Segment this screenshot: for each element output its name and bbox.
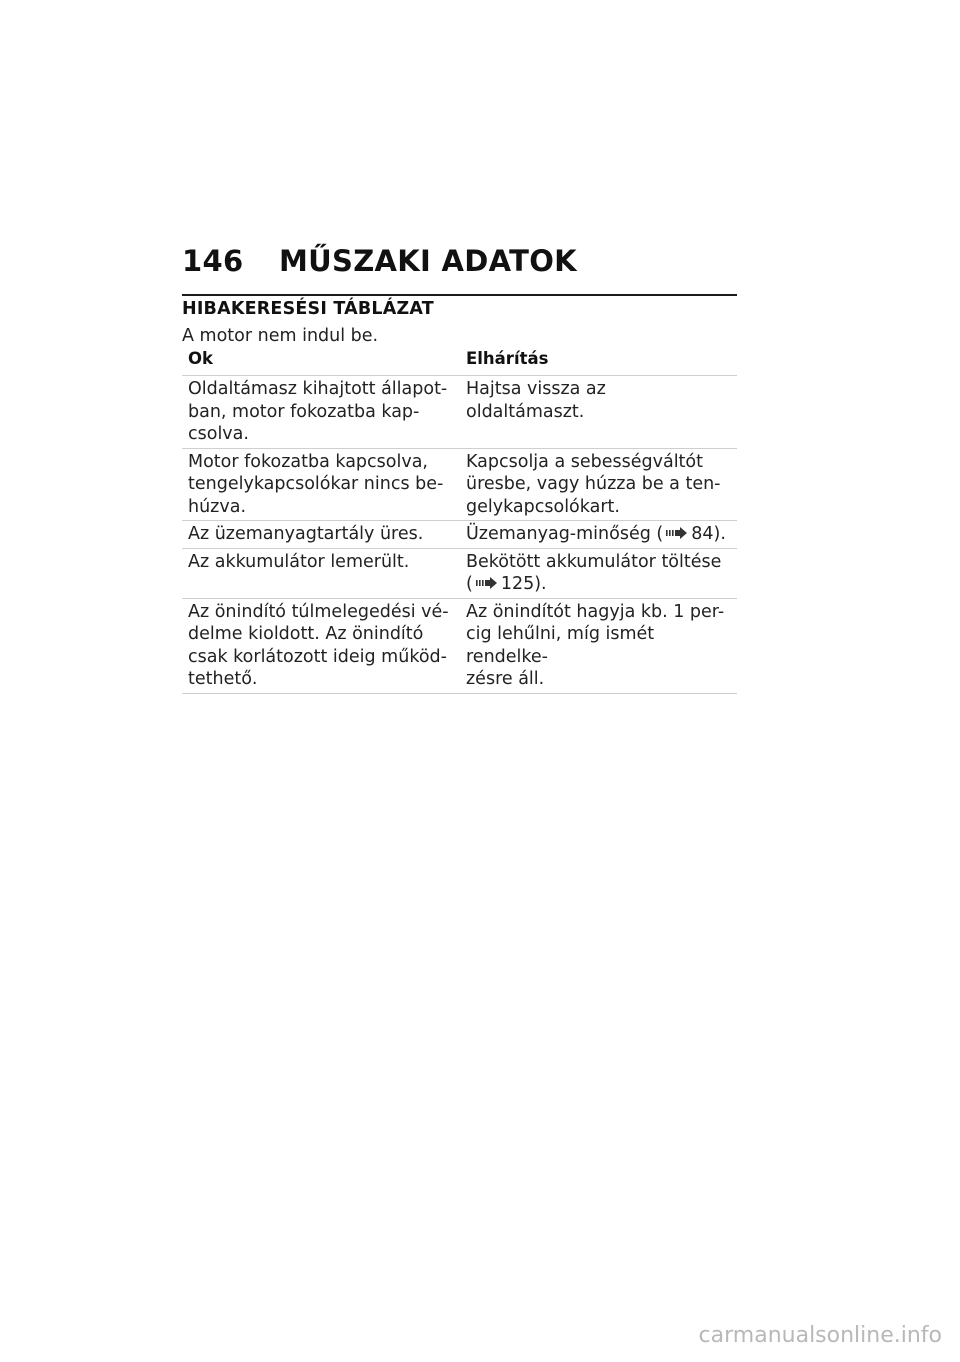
- section-subtitle: A motor nem indul be.: [182, 326, 379, 346]
- remedy-text: Üzemanyag-minőség (: [466, 524, 664, 544]
- cause-cell: Az üzemanyagtartály üres.: [188, 524, 424, 544]
- remedy-cell: Kapcsolja a sebességváltót üresbe, vagy húzza be a ten- gelykapcsolókart.: [466, 451, 721, 517]
- page-reference[interactable]: 125).: [500, 574, 547, 594]
- table-row: [182, 599, 737, 694]
- header-cause: Ok: [188, 349, 213, 368]
- cause-cell: Az önindító túlmelegedési vé- delme kioldott. Az önindító csak korlátozott ideig működ- tethető.: [188, 601, 449, 689]
- page-number: 146: [182, 244, 244, 278]
- header-remedy: Elhárítás: [466, 349, 549, 368]
- remedy-cell: Az önindítót hagyja kb. 1 per- cig lehűlni, míg ismét rendelke- zésre áll.: [466, 601, 725, 689]
- page-reference-arrow-icon: [476, 577, 498, 589]
- table-row: [182, 549, 737, 599]
- page-header: [182, 244, 736, 278]
- cause-cell: Az akkumulátor lemerült.: [188, 551, 410, 572]
- troubleshooting-table: [182, 349, 737, 694]
- watermark: carmanualsonline.info: [698, 1323, 942, 1348]
- page-reference[interactable]: 84).: [691, 524, 726, 544]
- remedy-cell: [460, 551, 737, 596]
- chapter-title: MŰSZAKI ADATOK: [279, 244, 577, 278]
- cause-cell: Oldaltámasz kihajtott állapot- ban, motor fokozatba kap- csolva.: [188, 379, 448, 444]
- remedy-text: Bekötött akkumulátor töltése (: [466, 551, 722, 594]
- cause-cell: Motor fokozatba kapcsolva, tengelykapcsolókar nincs be- húzva.: [188, 451, 444, 517]
- table-row: [182, 521, 737, 549]
- table-header-row: [182, 349, 737, 376]
- table-row: [182, 376, 737, 449]
- section-title: HIBAKERESÉSI TÁBLÁZAT: [182, 299, 434, 319]
- remedy-cell: Hajtsa vissza az oldaltámaszt.: [466, 379, 606, 422]
- page-reference-arrow-icon: [666, 527, 688, 539]
- header-divider: [182, 294, 737, 296]
- table-row: [182, 449, 737, 522]
- remedy-cell: [460, 523, 737, 546]
